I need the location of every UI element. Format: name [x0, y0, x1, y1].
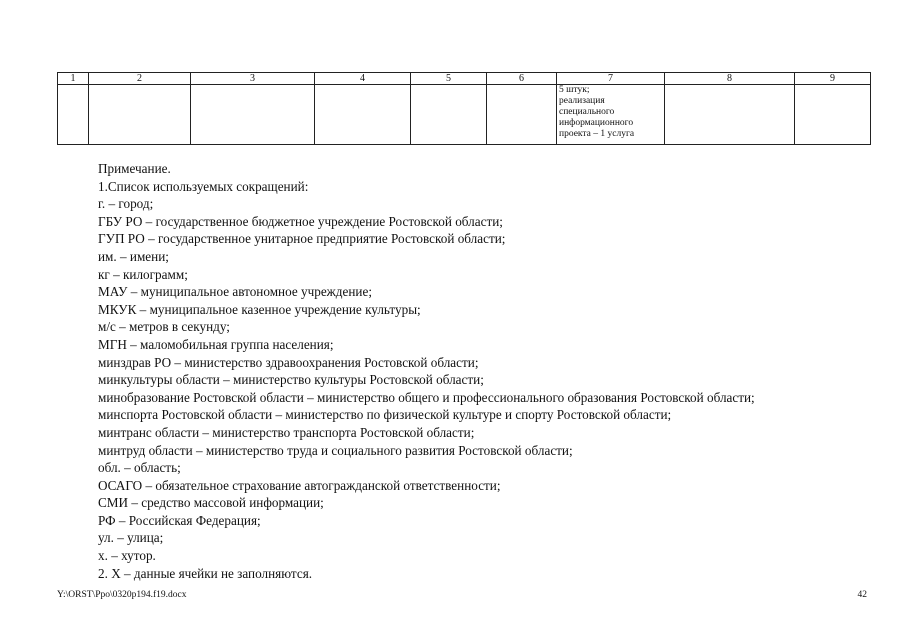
table-cell: [58, 85, 89, 145]
column-header: 6: [487, 73, 557, 85]
data-table: [57, 72, 871, 145]
notes-line: минтруд области – министерство труда и социального развития Ростовской области;: [98, 442, 573, 458]
notes-line: СМИ – средство массовой информации;: [98, 495, 324, 511]
column-header: 5: [411, 73, 487, 85]
notes-line: г. – город;: [98, 196, 154, 212]
notes-line: минспорта Ростовской области – министерство по физической культуре и спорту Ростовской области;: [98, 407, 672, 423]
notes-line: ОСАГО – обязательное страхование автогражданской ответственности;: [98, 477, 501, 493]
notes-line: минобразование Ростовской области – министерство общего и профессионального образования Ростовской области;: [98, 389, 755, 405]
column-header: 3: [191, 73, 315, 85]
column-header: 4: [315, 73, 411, 85]
column-header: 8: [665, 73, 795, 85]
notes-line: РФ – Российская Федерация;: [98, 512, 261, 528]
notes-line: МАУ – муниципальное автономное учреждение;: [98, 284, 372, 300]
notes-line: ГБУ РО – государственное бюджетное учреждение Ростовской области;: [98, 213, 503, 229]
footer-file-path: Y:\ORST\Ppo\0320p194.f19.docx: [57, 590, 187, 600]
notes-line: минздрав РО – министерство здравоохранения Ростовской области;: [98, 354, 479, 370]
table-cell: [665, 85, 795, 145]
notes-line: 2. Х – данные ячейки не заполняются.: [98, 565, 313, 581]
notes-line: минкультуры области – министерство культуры Ростовской области;: [98, 372, 484, 388]
notes-line: МКУК – муниципальное казенное учреждение культуры;: [98, 301, 421, 317]
column-header: 1: [58, 73, 89, 85]
table-cell: [315, 85, 411, 145]
table-cell: [89, 85, 191, 145]
table-cell: [191, 85, 315, 145]
cell-text-column-7: 5 штук; реализация специального информационного проекта – 1 услуга: [559, 85, 635, 139]
table-cell: [411, 85, 487, 145]
table-header-row: [58, 73, 871, 85]
notes-line: м/с – метров в секунду;: [98, 319, 230, 335]
notes-section: [98, 160, 878, 582]
notes-line: минтранс области – министерство транспорта Ростовской области;: [98, 424, 475, 440]
column-header: 2: [89, 73, 191, 85]
notes-line: обл. – область;: [98, 460, 181, 476]
notes-line: кг – килограмм;: [98, 266, 188, 282]
notes-line: х. – хутор.: [98, 548, 156, 564]
notes-line: ул. – улица;: [98, 530, 164, 546]
notes-line: ГУП РО – государственное унитарное предприятие Ростовской области;: [98, 231, 506, 247]
table-row: [58, 85, 871, 145]
column-header: 7: [557, 73, 665, 85]
table-cell: [487, 85, 557, 145]
notes-title: Примечание.: [98, 161, 171, 176]
notes-line: МГН – маломобильная группа населения;: [98, 336, 334, 352]
table-cell: [795, 85, 871, 145]
footer-page-number: 42: [857, 590, 867, 600]
column-header: 9: [795, 73, 871, 85]
notes-line: 1.Список используемых сокращений:: [98, 178, 309, 194]
notes-line: им. – имени;: [98, 248, 169, 264]
table-cell: [557, 85, 665, 145]
